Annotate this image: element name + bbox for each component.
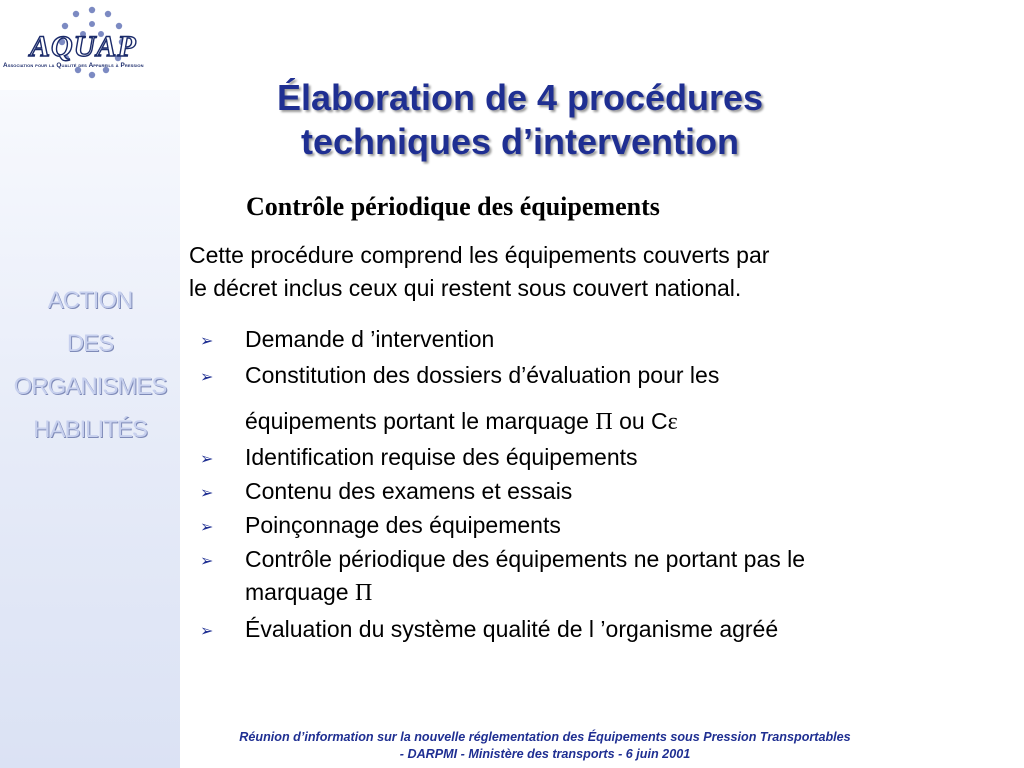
slide-title [190, 76, 850, 164]
bullet-arrow-icon: ➢ [200, 485, 214, 502]
bullet-arrow-icon: ➢ [200, 369, 214, 386]
bullet-text-part: marquage [245, 579, 355, 605]
footer-line: Réunion d’information sur la nouvelle réglementation des Équipements sous Pression Transportables [239, 730, 851, 744]
aquap-logo [0, 0, 180, 90]
bullet-text: Contenu des examens et essais [245, 478, 573, 504]
logo-wordmark: AQUAP [30, 30, 137, 63]
intro-paragraph [189, 239, 949, 305]
bullet-text-part: équipements portant le marquage [245, 408, 596, 434]
intro-line: Cette procédure comprend les équipements couverts par [189, 242, 770, 268]
sidebar-section-label [0, 279, 180, 451]
intro-line: le décret inclus ceux qui restent sous couvert national. [189, 275, 742, 301]
bullet-text: Constitution des dossiers d’évaluation pour les [245, 362, 720, 388]
pi-symbol: Π [595, 409, 613, 435]
sidebar-line: ACTION [47, 287, 133, 314]
pi-symbol: Π [354, 580, 373, 606]
sidebar [0, 0, 180, 768]
bullet-text: Demande d ’intervention [245, 326, 495, 352]
bullet-arrow-icon: ➢ [200, 553, 214, 570]
sidebar-line: DES [66, 330, 114, 357]
slide-subtitle: Contrôle périodique des équipements [246, 192, 660, 221]
slide-title-line: techniques d’intervention [300, 121, 740, 162]
bullet-text: Poinçonnage des équipements [245, 512, 561, 538]
bullet-text [245, 579, 372, 607]
bullet-arrow-icon: ➢ [200, 519, 214, 536]
bullet-arrow-icon: ➢ [200, 451, 214, 468]
slide-title-line: Élaboration de 4 procédures [276, 77, 764, 118]
bullet-text: Contrôle périodique des équipements ne portant pas le [245, 546, 806, 572]
footer-line: - DARPMI - Ministère des transports - 6 juin 2001 [399, 747, 691, 761]
slide-footer [180, 729, 910, 763]
bullet-text: Identification requise des équipements [245, 444, 638, 470]
sidebar-line: HABILITÉS [33, 416, 147, 443]
bullet-text-part: ou C [612, 408, 668, 434]
bullet-arrow-icon: ➢ [200, 623, 214, 640]
sidebar-line: ORGANISMES [13, 373, 167, 400]
logo-subtitle: Association pour la Qualité des Appareils à Pression [3, 62, 144, 69]
epsilon-symbol: ε [667, 409, 678, 435]
bullet-arrow-icon: ➢ [200, 333, 214, 350]
bullet-text [245, 408, 678, 436]
bullet-text: Évaluation du système qualité de l ’organisme agréé [245, 616, 779, 642]
